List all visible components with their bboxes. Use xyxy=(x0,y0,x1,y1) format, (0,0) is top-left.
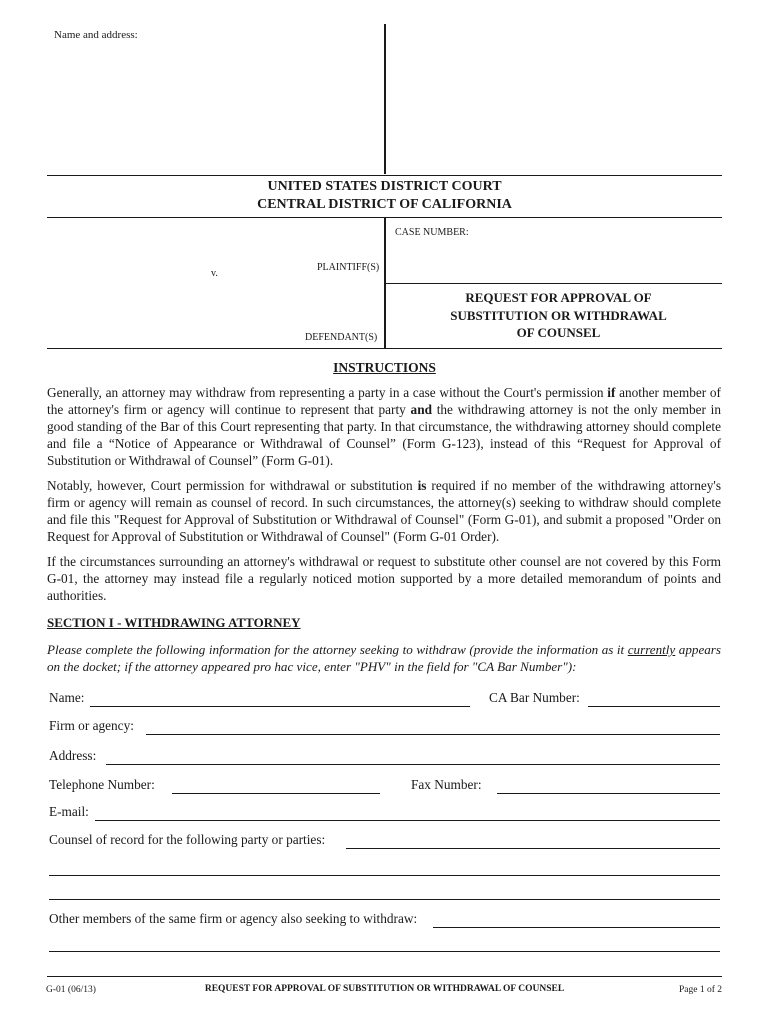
email-label: E-mail: xyxy=(49,804,89,819)
instructions-paragraph-2: Notably, however, Court permission for withdrawal or substitution is required if no member of the withdrawing attorney's firm or agency will remain as counsel of record. In such circumstances, the attorney(s) seeking to withdraw should complete and file this "Request for Approval of Substitution or Withdrawal of Counsel" (Form G-01), and submit a proposed "Order on Request for Approval of Substitution or Withdrawal of Counsel" (Form G-01 Order). xyxy=(47,478,721,544)
case-number-label: CASE NUMBER: xyxy=(395,227,469,238)
fax-field[interactable] xyxy=(497,793,720,794)
instructions-paragraph-1: Generally, an attorney may withdraw from representing a party in a case without the Court's permission if another member of the attorney's firm or agency will continue to represent that party and the withdrawing attorney is not the only member in good standing of the Bar of this Court representing that party. In that circumstance, the withdrawing attorney should complete and file a “Notice of Appearance or Withdrawal of Counsel” (Form G-123), instead of this “Request for Approval of Substitution or Withdrawal of Counsel” (Form G-01). xyxy=(47,385,722,468)
caption-bottom-rule xyxy=(47,348,722,349)
instructions-paragraph-3: If the circumstances surrounding an attorney's withdrawal or request to substitute other counsel are not covered by this Form G-01, the attorney may instead file a regularly noticed motion supported by a more detailed memorandum of points and authorities. xyxy=(47,554,721,603)
name-address-label: Name and address: xyxy=(54,29,138,41)
counsel-of-record-line-3[interactable] xyxy=(49,899,720,900)
fax-label: Fax Number: xyxy=(411,777,482,792)
counsel-of-record-field[interactable] xyxy=(346,848,720,849)
case-number-bottom-rule xyxy=(384,283,722,284)
telephone-field[interactable] xyxy=(172,793,380,794)
firm-field[interactable] xyxy=(146,734,720,735)
form-title-line2: SUBSTITUTION OR WITHDRAWAL xyxy=(450,308,667,323)
other-members-label: Other members of the same firm or agency also seeking to withdraw: xyxy=(49,911,418,926)
footer-form-title: REQUEST FOR APPROVAL OF SUBSTITUTION OR WITHDRAWAL OF COUNSEL xyxy=(204,984,565,994)
other-members-field[interactable] xyxy=(433,927,720,928)
plaintiff-label: PLAINTIFF(S) xyxy=(317,262,380,273)
header-divider xyxy=(384,24,386,174)
ca-bar-number-label: CA Bar Number: xyxy=(489,690,580,705)
address-field[interactable] xyxy=(106,764,720,765)
footer-rule xyxy=(47,976,722,977)
instructions-heading: INSTRUCTIONS xyxy=(333,360,436,375)
versus-label: v. xyxy=(211,268,218,279)
email-field[interactable] xyxy=(95,820,720,821)
court-name-line1: UNITED STATES DISTRICT COURT xyxy=(267,179,502,194)
form-title-line3: OF COUNSEL xyxy=(516,325,601,340)
header-bottom-rule xyxy=(47,175,722,176)
footer-page-number: Page 1 of 2 xyxy=(678,985,722,995)
address-label: Address: xyxy=(49,748,97,763)
telephone-label: Telephone Number: xyxy=(49,777,155,792)
form-title-line1: REQUEST FOR APPROVAL OF xyxy=(465,290,652,305)
court-name-line2: CENTRAL DISTRICT OF CALIFORNIA xyxy=(257,197,512,212)
name-field[interactable] xyxy=(90,706,470,707)
footer-form-id: G-01 (06/13) xyxy=(46,985,96,995)
counsel-of-record-label: Counsel of record for the following party or parties: xyxy=(49,832,326,847)
section1-heading: SECTION I - WITHDRAWING ATTORNEY xyxy=(47,615,301,630)
firm-label: Firm or agency: xyxy=(49,718,134,733)
defendant-label: DEFENDANT(S) xyxy=(305,332,378,343)
counsel-of-record-line-2[interactable] xyxy=(49,875,720,876)
name-label: Name: xyxy=(49,690,85,705)
other-members-line-2[interactable] xyxy=(49,951,720,952)
section1-instructions-note: Please complete the following information for the attorney seeking to withdraw (provide the information as it currently appears on the docket; if the attorney appeared pro hac vice, enter "PHV" in the field for "CA Bar Number"): xyxy=(47,642,721,674)
ca-bar-number-field[interactable] xyxy=(588,706,720,707)
